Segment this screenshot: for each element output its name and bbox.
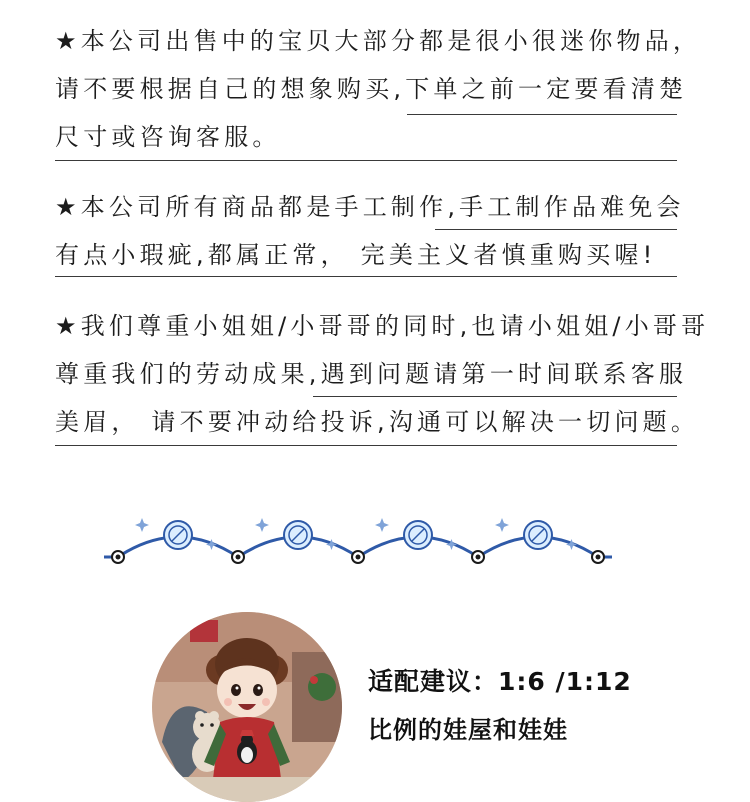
notice-1-underline-1 <box>407 114 677 115</box>
notice-block-2 <box>55 184 695 284</box>
notice-block-3 <box>55 303 710 451</box>
notice-2-line-2: 有点小瑕疵,都属正常， 完美主义者慎重购买喔! <box>55 241 657 269</box>
notice-1-line-1: ★本公司出售中的宝贝大部分都是很小很迷你物品， <box>55 27 702 55</box>
notice-3-line-2: 尊重我们的劳动成果,遇到问题请第一时间联系客服 <box>55 360 688 388</box>
notice-2-underline-1 <box>435 229 677 230</box>
notice-1-underline-2 <box>55 160 677 161</box>
notice-block-1 <box>55 18 702 168</box>
notice-1-line-2: 请不要根据自己的想象购买,下单之前一定要看清楚 <box>55 75 688 103</box>
notice-2-underline-2 <box>55 276 677 277</box>
notice-1-line-3: 尺寸或咨询客服。 <box>55 123 281 151</box>
notice-3-line-3: 美眉， 请不要冲动给投诉,沟通可以解决一切问题。 <box>55 408 700 436</box>
notice-3-line-1: ★我们尊重小姐姐/小哥哥的同时,也请小姐姐/小哥哥 <box>55 312 710 340</box>
advice-line-2: 比例的娃屋和娃娃 <box>368 716 568 744</box>
notice-3-underline-2 <box>55 445 677 446</box>
divider-ornament-icon <box>100 505 630 575</box>
notice-3-underline-1 <box>313 396 677 397</box>
advice-line-1: 适配建议：1:6 /1:12 <box>368 667 632 696</box>
notice-2-line-1: ★本公司所有商品都是手工制作,手工制作品难免会 <box>55 193 685 221</box>
doll-photo <box>152 612 342 802</box>
